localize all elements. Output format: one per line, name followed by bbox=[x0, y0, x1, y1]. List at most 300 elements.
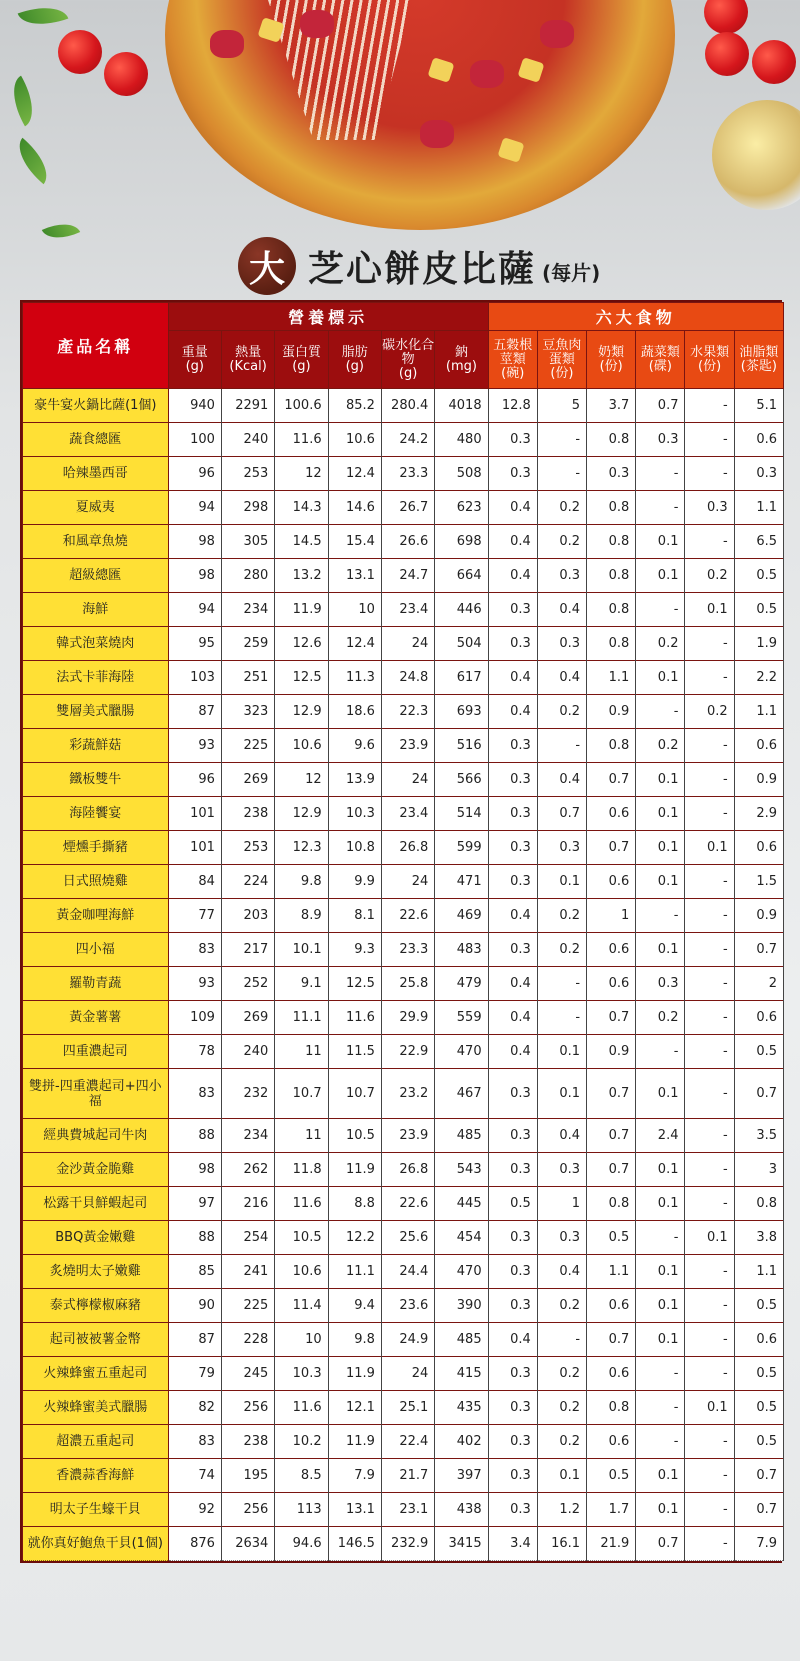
value-cell: 0.4 bbox=[488, 525, 537, 559]
value-cell: 0.1 bbox=[636, 1069, 685, 1119]
product-name-cell: 夏威夷 bbox=[23, 491, 169, 525]
value-cell: 0.4 bbox=[488, 491, 537, 525]
value-cell: 12 bbox=[275, 763, 328, 797]
product-name-cell: 雙拼-四重濃起司+四小福 bbox=[23, 1069, 169, 1119]
table-header bbox=[23, 303, 784, 389]
value-cell: 78 bbox=[168, 1035, 221, 1069]
value-cell: 483 bbox=[435, 933, 488, 967]
value-cell: 445 bbox=[435, 1187, 488, 1221]
value-cell: 93 bbox=[168, 729, 221, 763]
value-cell: 11.6 bbox=[275, 1187, 328, 1221]
product-name-cell: 就你真好鮑魚干貝(1個) bbox=[23, 1527, 169, 1561]
value-cell: 11.6 bbox=[275, 423, 328, 457]
value-cell: 0.3 bbox=[488, 593, 537, 627]
value-cell: 232.9 bbox=[381, 1527, 434, 1561]
value-cell: 100 bbox=[168, 423, 221, 457]
value-cell: 0.3 bbox=[488, 1255, 537, 1289]
pepperoni-decor bbox=[470, 60, 504, 88]
value-cell: 9.1 bbox=[275, 967, 328, 1001]
value-cell: 88 bbox=[168, 1221, 221, 1255]
value-cell: 12.6 bbox=[275, 627, 328, 661]
value-cell: 0.6 bbox=[587, 933, 636, 967]
value-cell: 11.1 bbox=[328, 1255, 381, 1289]
value-cell: - bbox=[537, 1323, 586, 1357]
value-cell: 0.2 bbox=[636, 627, 685, 661]
value-cell: 10.2 bbox=[275, 1425, 328, 1459]
table-row bbox=[23, 559, 784, 593]
value-cell: 83 bbox=[168, 933, 221, 967]
header-group-six-foods: 六大食物 bbox=[488, 303, 783, 331]
table-row bbox=[23, 1357, 784, 1391]
value-cell: 77 bbox=[168, 899, 221, 933]
value-cell: 3415 bbox=[435, 1527, 488, 1561]
value-cell: 0.6 bbox=[587, 1357, 636, 1391]
product-name-cell: 煙燻手撕豬 bbox=[23, 831, 169, 865]
value-cell: 87 bbox=[168, 695, 221, 729]
header-food-col bbox=[734, 331, 783, 389]
value-cell: 0.1 bbox=[636, 865, 685, 899]
value-cell: 0.7 bbox=[587, 831, 636, 865]
value-cell: 3.7 bbox=[587, 389, 636, 423]
product-name-cell: 哈辣墨西哥 bbox=[23, 457, 169, 491]
value-cell: 12.3 bbox=[275, 831, 328, 865]
header-col-label: 脂肪 bbox=[341, 344, 368, 360]
value-cell: 0.7 bbox=[587, 1001, 636, 1035]
value-cell: 504 bbox=[435, 627, 488, 661]
value-cell: 26.8 bbox=[381, 831, 434, 865]
header-nutrition-col bbox=[328, 331, 381, 389]
value-cell: - bbox=[636, 457, 685, 491]
value-cell: 0.1 bbox=[636, 559, 685, 593]
value-cell: 0.4 bbox=[537, 1255, 586, 1289]
value-cell: 95 bbox=[168, 627, 221, 661]
product-name-cell: 和風章魚燒 bbox=[23, 525, 169, 559]
value-cell: 12.1 bbox=[328, 1391, 381, 1425]
product-name-cell: 超級總匯 bbox=[23, 559, 169, 593]
table-row bbox=[23, 389, 784, 423]
value-cell: 479 bbox=[435, 967, 488, 1001]
value-cell: - bbox=[685, 1289, 734, 1323]
value-cell: 9.8 bbox=[275, 865, 328, 899]
value-cell: 0.8 bbox=[587, 423, 636, 457]
value-cell: - bbox=[685, 933, 734, 967]
value-cell: 146.5 bbox=[328, 1527, 381, 1561]
product-name-cell: 四重濃起司 bbox=[23, 1035, 169, 1069]
header-col-label: 蛋白質 bbox=[281, 344, 321, 360]
product-name-cell: 金沙黃金脆雞 bbox=[23, 1153, 169, 1187]
value-cell: 0.4 bbox=[488, 1323, 537, 1357]
header-food-col bbox=[587, 331, 636, 389]
value-cell: 0.5 bbox=[734, 1035, 783, 1069]
header-food-col bbox=[636, 331, 685, 389]
value-cell: 0.7 bbox=[734, 1493, 783, 1527]
value-cell: 0.7 bbox=[587, 1153, 636, 1187]
value-cell: 22.6 bbox=[381, 899, 434, 933]
value-cell: 0.6 bbox=[734, 423, 783, 457]
product-name-cell: 韓式泡菜燒肉 bbox=[23, 627, 169, 661]
product-name-cell: 火辣蜂蜜五重起司 bbox=[23, 1357, 169, 1391]
value-cell: 0.2 bbox=[685, 559, 734, 593]
value-cell: 22.3 bbox=[381, 695, 434, 729]
header-nutrition-col bbox=[275, 331, 328, 389]
value-cell: 0.2 bbox=[636, 1001, 685, 1035]
value-cell: 0.5 bbox=[488, 1187, 537, 1221]
value-cell: 10.3 bbox=[328, 797, 381, 831]
value-cell: 269 bbox=[221, 763, 274, 797]
value-cell: 402 bbox=[435, 1425, 488, 1459]
value-cell: 0.1 bbox=[636, 1323, 685, 1357]
table-row bbox=[23, 1153, 784, 1187]
value-cell: - bbox=[685, 797, 734, 831]
value-cell: 0.3 bbox=[734, 457, 783, 491]
value-cell: 0.4 bbox=[488, 1001, 537, 1035]
value-cell: 0.6 bbox=[734, 1001, 783, 1035]
value-cell: 0.9 bbox=[587, 695, 636, 729]
value-cell: 262 bbox=[221, 1153, 274, 1187]
value-cell: 0.1 bbox=[636, 831, 685, 865]
value-cell: 397 bbox=[435, 1459, 488, 1493]
value-cell: 0.6 bbox=[587, 797, 636, 831]
value-cell: - bbox=[537, 423, 586, 457]
value-cell: 0.7 bbox=[734, 1069, 783, 1119]
value-cell: - bbox=[685, 1493, 734, 1527]
value-cell: 0.1 bbox=[636, 797, 685, 831]
value-cell: 10.5 bbox=[275, 1221, 328, 1255]
value-cell: 12.2 bbox=[328, 1221, 381, 1255]
value-cell: 0.4 bbox=[537, 763, 586, 797]
value-cell: 11.9 bbox=[328, 1153, 381, 1187]
value-cell: 10.7 bbox=[275, 1069, 328, 1119]
value-cell: 323 bbox=[221, 695, 274, 729]
value-cell: 22.4 bbox=[381, 1425, 434, 1459]
value-cell: - bbox=[685, 1153, 734, 1187]
value-cell: - bbox=[537, 1001, 586, 1035]
value-cell: 0.1 bbox=[685, 1221, 734, 1255]
value-cell: 485 bbox=[435, 1119, 488, 1153]
value-cell: 0.3 bbox=[488, 797, 537, 831]
value-cell: - bbox=[685, 1425, 734, 1459]
value-cell: 0.4 bbox=[488, 967, 537, 1001]
value-cell: 24 bbox=[381, 865, 434, 899]
value-cell: - bbox=[685, 423, 734, 457]
value-cell: 101 bbox=[168, 831, 221, 865]
basil-leaf-decor bbox=[2, 76, 44, 127]
header-product-name: 產品名稱 bbox=[23, 303, 169, 389]
value-cell: 8.1 bbox=[328, 899, 381, 933]
value-cell: 23.3 bbox=[381, 933, 434, 967]
value-cell: - bbox=[685, 865, 734, 899]
product-name-cell: 海鮮 bbox=[23, 593, 169, 627]
value-cell: 467 bbox=[435, 1069, 488, 1119]
tomato-decor bbox=[104, 52, 148, 96]
value-cell: 698 bbox=[435, 525, 488, 559]
value-cell: 0.8 bbox=[587, 1391, 636, 1425]
product-name-cell: 松露干貝鮮蝦起司 bbox=[23, 1187, 169, 1221]
value-cell: 0.2 bbox=[537, 491, 586, 525]
value-cell: 0.2 bbox=[685, 695, 734, 729]
value-cell: 11.8 bbox=[275, 1153, 328, 1187]
value-cell: 10.8 bbox=[328, 831, 381, 865]
value-cell: 0.7 bbox=[587, 1323, 636, 1357]
value-cell: 0.3 bbox=[488, 729, 537, 763]
value-cell: 435 bbox=[435, 1391, 488, 1425]
value-cell: 11.1 bbox=[275, 1001, 328, 1035]
value-cell: 88 bbox=[168, 1119, 221, 1153]
table-row bbox=[23, 491, 784, 525]
value-cell: 82 bbox=[168, 1391, 221, 1425]
value-cell: 1 bbox=[587, 899, 636, 933]
value-cell: 93 bbox=[168, 967, 221, 1001]
value-cell: 10.5 bbox=[328, 1119, 381, 1153]
value-cell: 203 bbox=[221, 899, 274, 933]
value-cell: 26.8 bbox=[381, 1153, 434, 1187]
header-col-label: 水果類 bbox=[690, 344, 730, 360]
table-row bbox=[23, 1493, 784, 1527]
header-col-label: 碳水化合物 bbox=[382, 337, 435, 367]
value-cell: - bbox=[685, 1357, 734, 1391]
value-cell: 0.3 bbox=[636, 967, 685, 1001]
olive-oil-decor bbox=[712, 100, 800, 210]
value-cell: 12.5 bbox=[328, 967, 381, 1001]
value-cell: 438 bbox=[435, 1493, 488, 1527]
value-cell: 0.6 bbox=[734, 729, 783, 763]
value-cell: 7.9 bbox=[328, 1459, 381, 1493]
table-row bbox=[23, 1391, 784, 1425]
value-cell: 23.9 bbox=[381, 729, 434, 763]
product-name-cell: 超濃五重起司 bbox=[23, 1425, 169, 1459]
value-cell: 10.1 bbox=[275, 933, 328, 967]
value-cell: 0.3 bbox=[488, 831, 537, 865]
value-cell: 0.3 bbox=[537, 627, 586, 661]
value-cell: - bbox=[685, 525, 734, 559]
value-cell: - bbox=[685, 1255, 734, 1289]
value-cell: - bbox=[636, 1221, 685, 1255]
value-cell: 225 bbox=[221, 729, 274, 763]
value-cell: 0.3 bbox=[537, 559, 586, 593]
value-cell: 0.6 bbox=[734, 831, 783, 865]
title-main: 芝心餅皮比薩 bbox=[308, 248, 537, 290]
value-cell: 0.7 bbox=[636, 1527, 685, 1561]
header-col-label: 重量 bbox=[181, 344, 208, 360]
value-cell: 216 bbox=[221, 1187, 274, 1221]
value-cell: 0.3 bbox=[488, 1119, 537, 1153]
product-name-cell: 雙層美式臘腸 bbox=[23, 695, 169, 729]
header-nutrition-col bbox=[381, 331, 434, 389]
value-cell: 0.5 bbox=[734, 1425, 783, 1459]
value-cell: 228 bbox=[221, 1323, 274, 1357]
product-name-cell: 黃金咖哩海鮮 bbox=[23, 899, 169, 933]
product-name-cell: 香濃蒜香海鮮 bbox=[23, 1459, 169, 1493]
value-cell: - bbox=[685, 1459, 734, 1493]
value-cell: - bbox=[685, 763, 734, 797]
value-cell: 470 bbox=[435, 1035, 488, 1069]
value-cell: 305 bbox=[221, 525, 274, 559]
header-food-col bbox=[488, 331, 537, 389]
value-cell: 280.4 bbox=[381, 389, 434, 423]
value-cell: 11 bbox=[275, 1119, 328, 1153]
value-cell: - bbox=[636, 1357, 685, 1391]
value-cell: 0.8 bbox=[734, 1187, 783, 1221]
value-cell: 0.7 bbox=[734, 1459, 783, 1493]
value-cell: - bbox=[685, 1323, 734, 1357]
value-cell: 6.5 bbox=[734, 525, 783, 559]
nutrition-table bbox=[22, 302, 784, 1561]
value-cell: 234 bbox=[221, 593, 274, 627]
value-cell: 10 bbox=[275, 1323, 328, 1357]
value-cell: 0.5 bbox=[587, 1459, 636, 1493]
table-row bbox=[23, 1527, 784, 1561]
value-cell: - bbox=[685, 729, 734, 763]
value-cell: - bbox=[685, 661, 734, 695]
value-cell: 252 bbox=[221, 967, 274, 1001]
value-cell: 559 bbox=[435, 1001, 488, 1035]
value-cell: 2.2 bbox=[734, 661, 783, 695]
value-cell: 240 bbox=[221, 1035, 274, 1069]
value-cell: 11.5 bbox=[328, 1035, 381, 1069]
value-cell: 12.4 bbox=[328, 457, 381, 491]
value-cell: 0.1 bbox=[636, 525, 685, 559]
value-cell: 24.7 bbox=[381, 559, 434, 593]
table-row bbox=[23, 831, 784, 865]
value-cell: 0.4 bbox=[537, 1119, 586, 1153]
tomato-decor bbox=[704, 0, 748, 34]
value-cell: 623 bbox=[435, 491, 488, 525]
value-cell: 1.2 bbox=[537, 1493, 586, 1527]
value-cell: 84 bbox=[168, 865, 221, 899]
table-row bbox=[23, 967, 784, 1001]
value-cell: 0.1 bbox=[685, 831, 734, 865]
value-cell: 0.1 bbox=[636, 1289, 685, 1323]
value-cell: 0.7 bbox=[537, 797, 586, 831]
value-cell: 96 bbox=[168, 763, 221, 797]
value-cell: 0.1 bbox=[537, 1069, 586, 1119]
value-cell: 0.3 bbox=[488, 865, 537, 899]
value-cell: - bbox=[636, 1035, 685, 1069]
value-cell: 0.9 bbox=[734, 899, 783, 933]
value-cell: - bbox=[537, 457, 586, 491]
value-cell: 1.1 bbox=[734, 491, 783, 525]
value-cell: 1.1 bbox=[734, 695, 783, 729]
value-cell: 0.9 bbox=[587, 1035, 636, 1069]
value-cell: 3.5 bbox=[734, 1119, 783, 1153]
value-cell: 22.6 bbox=[381, 1187, 434, 1221]
pepperoni-decor bbox=[210, 30, 244, 58]
value-cell: 0.2 bbox=[537, 525, 586, 559]
value-cell: 98 bbox=[168, 559, 221, 593]
value-cell: 0.1 bbox=[636, 1255, 685, 1289]
table-row bbox=[23, 457, 784, 491]
value-cell: 0.1 bbox=[636, 763, 685, 797]
value-cell: 10.6 bbox=[275, 729, 328, 763]
value-cell: - bbox=[636, 1425, 685, 1459]
value-cell: 9.6 bbox=[328, 729, 381, 763]
value-cell: 566 bbox=[435, 763, 488, 797]
table-row bbox=[23, 933, 784, 967]
value-cell: 85 bbox=[168, 1255, 221, 1289]
product-name-cell: 法式卡菲海陸 bbox=[23, 661, 169, 695]
value-cell: 0.3 bbox=[488, 933, 537, 967]
value-cell: 21.7 bbox=[381, 1459, 434, 1493]
value-cell: 12.9 bbox=[275, 797, 328, 831]
value-cell: 10.7 bbox=[328, 1069, 381, 1119]
value-cell: 23.6 bbox=[381, 1289, 434, 1323]
value-cell: 516 bbox=[435, 729, 488, 763]
value-cell: 4018 bbox=[435, 389, 488, 423]
value-cell: 3.4 bbox=[488, 1527, 537, 1561]
value-cell: 0.5 bbox=[734, 1357, 783, 1391]
value-cell: 10.6 bbox=[275, 1255, 328, 1289]
value-cell: 234 bbox=[221, 1119, 274, 1153]
product-name-cell: 海陸饗宴 bbox=[23, 797, 169, 831]
value-cell: 8.9 bbox=[275, 899, 328, 933]
value-cell: 11.6 bbox=[328, 1001, 381, 1035]
header-col-unit: (mg) bbox=[445, 358, 477, 374]
value-cell: 10 bbox=[328, 593, 381, 627]
value-cell: 0.3 bbox=[488, 1459, 537, 1493]
value-cell: 415 bbox=[435, 1357, 488, 1391]
value-cell: 480 bbox=[435, 423, 488, 457]
table-row bbox=[23, 1035, 784, 1069]
value-cell: 1.9 bbox=[734, 627, 783, 661]
value-cell: - bbox=[685, 389, 734, 423]
product-name-cell: 泰式檸檬椒麻豬 bbox=[23, 1289, 169, 1323]
value-cell: 10.6 bbox=[328, 423, 381, 457]
product-name-cell: BBQ黃金嫩雞 bbox=[23, 1221, 169, 1255]
table-row bbox=[23, 1069, 784, 1119]
table-row bbox=[23, 593, 784, 627]
value-cell: 23.9 bbox=[381, 1119, 434, 1153]
product-name-cell: 經典費城起司牛肉 bbox=[23, 1119, 169, 1153]
header-col-unit: (份) bbox=[550, 365, 574, 381]
value-cell: 24 bbox=[381, 1357, 434, 1391]
value-cell: 0.3 bbox=[488, 1493, 537, 1527]
value-cell: 0.3 bbox=[537, 1221, 586, 1255]
header-food-col bbox=[537, 331, 586, 389]
value-cell: 876 bbox=[168, 1527, 221, 1561]
value-cell: 103 bbox=[168, 661, 221, 695]
header-col-unit: (茶匙) bbox=[740, 358, 777, 374]
product-name-cell: 起司被被薯金幣 bbox=[23, 1323, 169, 1357]
table-row bbox=[23, 1459, 784, 1493]
value-cell: 0.8 bbox=[587, 729, 636, 763]
value-cell: 0.2 bbox=[537, 1289, 586, 1323]
value-cell: 0.5 bbox=[734, 559, 783, 593]
value-cell: 240 bbox=[221, 423, 274, 457]
value-cell: 2.9 bbox=[734, 797, 783, 831]
value-cell: 3.8 bbox=[734, 1221, 783, 1255]
header-col-unit: (g) bbox=[292, 358, 311, 374]
value-cell: 79 bbox=[168, 1357, 221, 1391]
value-cell: 232 bbox=[221, 1069, 274, 1119]
table-row bbox=[23, 1323, 784, 1357]
value-cell: 0.2 bbox=[537, 933, 586, 967]
value-cell: 13.2 bbox=[275, 559, 328, 593]
value-cell: 0.3 bbox=[537, 1153, 586, 1187]
value-cell: 11.9 bbox=[328, 1357, 381, 1391]
value-cell: 0.1 bbox=[537, 1459, 586, 1493]
value-cell: - bbox=[685, 457, 734, 491]
value-cell: 8.8 bbox=[328, 1187, 381, 1221]
value-cell: 16.1 bbox=[537, 1527, 586, 1561]
value-cell: 94 bbox=[168, 593, 221, 627]
nutrition-table-container bbox=[20, 300, 782, 1563]
product-name-cell: 豪牛宴火鍋比薩(1個) bbox=[23, 389, 169, 423]
value-cell: - bbox=[685, 1187, 734, 1221]
value-cell: 25.6 bbox=[381, 1221, 434, 1255]
header-group-nutrition: 營養標示 bbox=[168, 303, 488, 331]
value-cell: 0.8 bbox=[587, 1187, 636, 1221]
value-cell: 11.3 bbox=[328, 661, 381, 695]
